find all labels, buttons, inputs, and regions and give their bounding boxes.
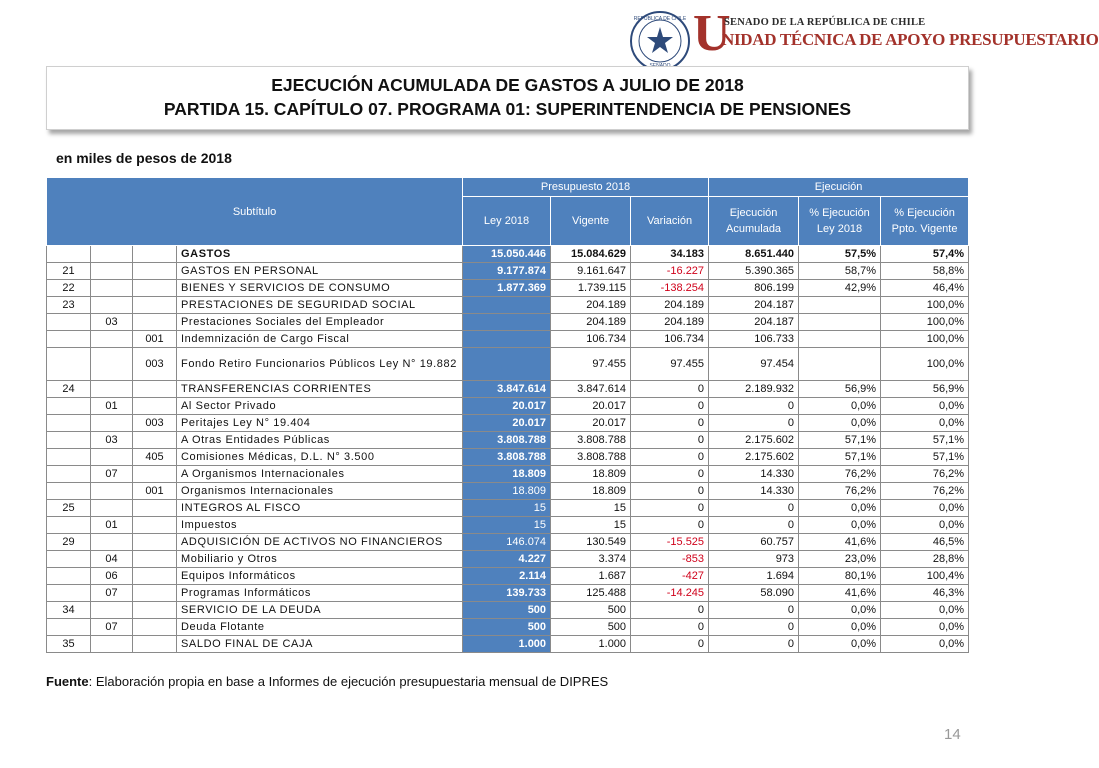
variacion-cell: 0	[631, 636, 709, 653]
pct-ley-cell: 76,2%	[799, 466, 881, 483]
pct-ley-cell	[799, 314, 881, 331]
vigente-cell: 18.809	[551, 483, 631, 500]
vigente-cell: 106.734	[551, 331, 631, 348]
pct-ley-cell: 0,0%	[799, 517, 881, 534]
pct-ley-cell: 0,0%	[799, 500, 881, 517]
table-row	[47, 585, 969, 602]
ley-2018-cell: 15.050.446	[463, 246, 551, 263]
item-cell	[91, 636, 133, 653]
subtitulo-cell	[47, 483, 91, 500]
variacion-cell: 0	[631, 449, 709, 466]
ley-2018-cell: 146.074	[463, 534, 551, 551]
vigente-cell: 1.000	[551, 636, 631, 653]
table-row	[47, 500, 969, 517]
pct-vigente-cell: 0,0%	[881, 500, 969, 517]
ley-2018-cell: 9.177.874	[463, 263, 551, 280]
ejecucion-acumulada-cell: 14.330	[709, 483, 799, 500]
variacion-cell: 0	[631, 483, 709, 500]
subtitulo-cell	[47, 331, 91, 348]
item-cell: 04	[91, 551, 133, 568]
pct-ley-cell: 80,1%	[799, 568, 881, 585]
vigente-cell: 15.084.629	[551, 246, 631, 263]
pct-vigente-cell: 58,8%	[881, 263, 969, 280]
pct-vigente-cell: 0,0%	[881, 398, 969, 415]
table-row	[47, 483, 969, 500]
table-row	[47, 348, 969, 381]
concept-cell: Deuda Flotante	[177, 619, 463, 636]
subtitulo-cell	[47, 517, 91, 534]
pct-ley-cell: 57,5%	[799, 246, 881, 263]
ejecucion-acumulada-cell: 0	[709, 636, 799, 653]
vigente-cell: 3.808.788	[551, 449, 631, 466]
ley-2018-cell: 20.017	[463, 398, 551, 415]
vigente-cell: 204.189	[551, 314, 631, 331]
concept-cell: Impuestos	[177, 517, 463, 534]
variacion-cell: 0	[631, 602, 709, 619]
concept-cell: Fondo Retiro Funcionarios Públicos Ley N° 19.882	[177, 348, 463, 381]
vigente-cell: 204.189	[551, 297, 631, 314]
asignacion-cell	[133, 636, 177, 653]
table-row	[47, 263, 969, 280]
ejecucion-acumulada-cell: 0	[709, 602, 799, 619]
pct-vigente-cell: 100,0%	[881, 348, 969, 381]
ley-2018-cell: 15	[463, 517, 551, 534]
vigente-cell: 3.808.788	[551, 432, 631, 449]
asignacion-cell: 003	[133, 348, 177, 381]
pct-ley-cell	[799, 297, 881, 314]
brand-initial: U	[693, 5, 731, 62]
ley-2018-cell: 2.114	[463, 568, 551, 585]
vigente-cell: 9.161.647	[551, 263, 631, 280]
vigente-cell: 3.374	[551, 551, 631, 568]
variacion-cell: 204.189	[631, 314, 709, 331]
ley-2018-cell	[463, 331, 551, 348]
pct-ley-cell: 23,0%	[799, 551, 881, 568]
ejecucion-acumulada-cell: 0	[709, 500, 799, 517]
asignacion-cell	[133, 517, 177, 534]
asignacion-cell	[133, 314, 177, 331]
item-cell	[91, 348, 133, 381]
pct-vigente-cell: 0,0%	[881, 517, 969, 534]
subtitulo-cell	[47, 568, 91, 585]
vigente-cell: 20.017	[551, 415, 631, 432]
concept-cell: Peritajes Ley N° 19.404	[177, 415, 463, 432]
ejecucion-acumulada-cell: 60.757	[709, 534, 799, 551]
asignacion-cell	[133, 398, 177, 415]
item-cell: 07	[91, 585, 133, 602]
asignacion-cell	[133, 466, 177, 483]
concept-cell: GASTOS	[177, 246, 463, 263]
item-cell: 07	[91, 619, 133, 636]
ejecucion-acumulada-cell: 58.090	[709, 585, 799, 602]
concept-cell: Programas Informáticos	[177, 585, 463, 602]
subtitulo-cell: 21	[47, 263, 91, 280]
asignacion-cell	[133, 534, 177, 551]
ejecucion-acumulada-cell: 14.330	[709, 466, 799, 483]
ley-2018-cell: 500	[463, 602, 551, 619]
units-note: en miles de pesos de 2018	[56, 150, 232, 166]
subtitulo-cell: 35	[47, 636, 91, 653]
pct-ley-cell: 0,0%	[799, 602, 881, 619]
table-row	[47, 297, 969, 314]
pct-ley-cell: 0,0%	[799, 636, 881, 653]
ejecucion-acumulada-cell: 1.694	[709, 568, 799, 585]
variacion-cell: 0	[631, 415, 709, 432]
variacion-cell: 0	[631, 619, 709, 636]
asignacion-cell	[133, 280, 177, 297]
pct-vigente-cell: 46,4%	[881, 280, 969, 297]
table-row	[47, 636, 969, 653]
table-row	[47, 449, 969, 466]
subtitulo-cell	[47, 415, 91, 432]
item-cell	[91, 534, 133, 551]
concept-cell: GASTOS EN PERSONAL	[177, 263, 463, 280]
page-title: EJECUCIÓN ACUMULADA DE GASTOS A JULIO DE 2018	[271, 75, 744, 95]
page-subtitle: PARTIDA 15. CAPÍTULO 07. PROGRAMA 01: SUPERINTENDENCIA DE PENSIONES	[163, 99, 852, 119]
pct-vigente-cell: 0,0%	[881, 602, 969, 619]
subtitulo-cell	[47, 585, 91, 602]
vigente-cell: 1.739.115	[551, 280, 631, 297]
vigente-cell: 125.488	[551, 585, 631, 602]
concept-cell: PRESTACIONES DE SEGURIDAD SOCIAL	[177, 297, 463, 314]
concept-cell: Mobiliario y Otros	[177, 551, 463, 568]
concept-cell: Al Sector Privado	[177, 398, 463, 415]
concept-cell: TRANSFERENCIAS CORRIENTES	[177, 381, 463, 398]
variacion-cell: 0	[631, 432, 709, 449]
concept-cell: SALDO FINAL DE CAJA	[177, 636, 463, 653]
subtitulo-cell: 23	[47, 297, 91, 314]
variacion-cell: 0	[631, 381, 709, 398]
vigente-cell: 18.809	[551, 466, 631, 483]
vigente-cell: 15	[551, 517, 631, 534]
item-cell	[91, 500, 133, 517]
asignacion-cell	[133, 602, 177, 619]
header-variacion: Variación	[631, 197, 709, 246]
concept-cell: Prestaciones Sociales del Empleador	[177, 314, 463, 331]
budget-execution-table	[46, 177, 969, 653]
pct-vigente-cell: 0,0%	[881, 636, 969, 653]
variacion-cell: 0	[631, 500, 709, 517]
concept-cell: Comisiones Médicas, D.L. N° 3.500	[177, 449, 463, 466]
ejecucion-acumulada-cell: 0	[709, 619, 799, 636]
header-ejecucion-acumulada: Ejecución Acumulada	[709, 197, 799, 246]
ley-2018-cell: 1.000	[463, 636, 551, 653]
asignacion-cell	[133, 297, 177, 314]
item-cell	[91, 263, 133, 280]
variacion-cell: 204.189	[631, 297, 709, 314]
senate-seal-logo	[629, 10, 691, 72]
item-cell: 01	[91, 517, 133, 534]
concept-cell: Organismos Internacionales	[177, 483, 463, 500]
asignacion-cell	[133, 619, 177, 636]
item-cell: 01	[91, 398, 133, 415]
header-vigente: Vigente	[551, 197, 631, 246]
table-row	[47, 415, 969, 432]
pct-ley-cell: 76,2%	[799, 483, 881, 500]
asignacion-cell	[133, 568, 177, 585]
subtitulo-cell	[47, 619, 91, 636]
variacion-cell: -427	[631, 568, 709, 585]
ejecucion-acumulada-cell: 0	[709, 415, 799, 432]
asignacion-cell: 405	[133, 449, 177, 466]
ejecucion-acumulada-cell: 0	[709, 398, 799, 415]
ejecucion-acumulada-cell: 2.175.602	[709, 432, 799, 449]
asignacion-cell	[133, 381, 177, 398]
pct-vigente-cell: 100,0%	[881, 314, 969, 331]
variacion-cell: -16.227	[631, 263, 709, 280]
variacion-cell: -853	[631, 551, 709, 568]
variacion-cell: -15.525	[631, 534, 709, 551]
pct-ley-cell: 58,7%	[799, 263, 881, 280]
vigente-cell: 3.847.614	[551, 381, 631, 398]
ley-2018-cell	[463, 297, 551, 314]
svg-text:REPÚBLICA DE CHILE: REPÚBLICA DE CHILE	[633, 16, 687, 22]
pct-vigente-cell: 100,0%	[881, 297, 969, 314]
subtitulo-cell	[47, 246, 91, 263]
table-row	[47, 246, 969, 263]
pct-ley-cell: 0,0%	[799, 619, 881, 636]
ley-2018-cell: 3.808.788	[463, 449, 551, 466]
pct-vigente-cell: 76,2%	[881, 483, 969, 500]
subtitulo-cell	[47, 449, 91, 466]
title-box	[46, 66, 969, 130]
ley-2018-cell: 139.733	[463, 585, 551, 602]
ley-2018-cell: 18.809	[463, 466, 551, 483]
concept-cell: INTEGROS AL FISCO	[177, 500, 463, 517]
item-cell: 03	[91, 314, 133, 331]
item-cell: 03	[91, 432, 133, 449]
variacion-cell: -138.254	[631, 280, 709, 297]
ley-2018-cell: 18.809	[463, 483, 551, 500]
subtitulo-cell	[47, 551, 91, 568]
ejecucion-acumulada-cell: 806.199	[709, 280, 799, 297]
ley-2018-cell	[463, 314, 551, 331]
pct-ley-cell: 57,1%	[799, 449, 881, 466]
concept-cell: Indemnización de Cargo Fiscal	[177, 331, 463, 348]
pct-vigente-cell: 100,4%	[881, 568, 969, 585]
ejecucion-acumulada-cell: 5.390.365	[709, 263, 799, 280]
brand-main-line: NIDAD TÉCNICA DE APOYO PRESUPUESTARIO	[722, 30, 1099, 49]
pct-vigente-cell: 56,9%	[881, 381, 969, 398]
pct-ley-cell: 42,9%	[799, 280, 881, 297]
vigente-cell: 20.017	[551, 398, 631, 415]
item-cell	[91, 602, 133, 619]
variacion-cell: -14.245	[631, 585, 709, 602]
ejecucion-acumulada-cell: 2.175.602	[709, 449, 799, 466]
table-row	[47, 314, 969, 331]
ejecucion-acumulada-cell: 204.187	[709, 314, 799, 331]
concept-cell: A Otras Entidades Públicas	[177, 432, 463, 449]
table-row	[47, 280, 969, 297]
subtitulo-cell: 22	[47, 280, 91, 297]
pct-ley-cell: 56,9%	[799, 381, 881, 398]
table-row	[47, 381, 969, 398]
concept-cell: BIENES Y SERVICIOS DE CONSUMO	[177, 280, 463, 297]
pct-vigente-cell: 57,1%	[881, 432, 969, 449]
ley-2018-cell: 1.877.369	[463, 280, 551, 297]
pct-vigente-cell: 0,0%	[881, 619, 969, 636]
pct-vigente-cell: 0,0%	[881, 415, 969, 432]
subtitulo-cell: 24	[47, 381, 91, 398]
ley-2018-cell: 20.017	[463, 415, 551, 432]
pct-vigente-cell: 46,5%	[881, 534, 969, 551]
concept-cell: ADQUISICIÓN DE ACTIVOS NO FINANCIEROS	[177, 534, 463, 551]
ley-2018-cell: 500	[463, 619, 551, 636]
asignacion-cell: 001	[133, 331, 177, 348]
table-row	[47, 619, 969, 636]
item-cell	[91, 449, 133, 466]
vigente-cell: 130.549	[551, 534, 631, 551]
concept-cell: A Organismos Internacionales	[177, 466, 463, 483]
concept-cell: SERVICIO DE LA DEUDA	[177, 602, 463, 619]
header-pct-vigente: % Ejecución Ppto. Vigente	[881, 197, 969, 246]
header-subtitulo: Subtítulo	[47, 178, 463, 246]
pct-ley-cell	[799, 331, 881, 348]
subtitulo-cell	[47, 348, 91, 381]
table-row	[47, 432, 969, 449]
asignacion-cell: 003	[133, 415, 177, 432]
ley-2018-cell: 4.227	[463, 551, 551, 568]
asignacion-cell	[133, 551, 177, 568]
item-cell	[91, 381, 133, 398]
asignacion-cell	[133, 432, 177, 449]
table-row	[47, 517, 969, 534]
table-row	[47, 331, 969, 348]
vigente-cell: 500	[551, 602, 631, 619]
asignacion-cell	[133, 500, 177, 517]
asignacion-cell: 001	[133, 483, 177, 500]
header-ejecucion: Ejecución	[709, 178, 969, 197]
variacion-cell: 97.455	[631, 348, 709, 381]
item-cell	[91, 246, 133, 263]
asignacion-cell	[133, 585, 177, 602]
pct-vigente-cell: 28,8%	[881, 551, 969, 568]
subtitulo-cell	[47, 432, 91, 449]
ley-2018-cell: 3.847.614	[463, 381, 551, 398]
asignacion-cell	[133, 246, 177, 263]
item-cell	[91, 297, 133, 314]
source-note: Fuente: Elaboración propia en base a Informes de ejecución presupuestaria mensual de DIPRES	[46, 674, 609, 689]
pct-ley-cell: 41,6%	[799, 585, 881, 602]
ejecucion-acumulada-cell: 0	[709, 517, 799, 534]
item-cell: 06	[91, 568, 133, 585]
ley-2018-cell: 3.808.788	[463, 432, 551, 449]
concept-cell: Equipos Informáticos	[177, 568, 463, 585]
ejecucion-acumulada-cell: 204.187	[709, 297, 799, 314]
item-cell	[91, 331, 133, 348]
table-row	[47, 551, 969, 568]
pct-vigente-cell: 76,2%	[881, 466, 969, 483]
pct-ley-cell: 0,0%	[799, 398, 881, 415]
page-number: 14	[944, 726, 961, 743]
ejecucion-acumulada-cell: 106.733	[709, 331, 799, 348]
table-row	[47, 602, 969, 619]
pct-vigente-cell: 57,1%	[881, 449, 969, 466]
item-cell	[91, 280, 133, 297]
table-row	[47, 534, 969, 551]
subtitulo-cell	[47, 398, 91, 415]
subtitulo-cell	[47, 314, 91, 331]
asignacion-cell	[133, 263, 177, 280]
variacion-cell: 0	[631, 398, 709, 415]
subtitulo-cell: 25	[47, 500, 91, 517]
pct-vigente-cell: 57,4%	[881, 246, 969, 263]
subtitulo-cell	[47, 466, 91, 483]
item-cell: 07	[91, 466, 133, 483]
pct-ley-cell: 0,0%	[799, 415, 881, 432]
ley-2018-cell: 15	[463, 500, 551, 517]
pct-ley-cell: 41,6%	[799, 534, 881, 551]
subtitulo-cell: 34	[47, 602, 91, 619]
pct-ley-cell	[799, 348, 881, 381]
subtitulo-cell: 29	[47, 534, 91, 551]
ley-2018-cell	[463, 348, 551, 381]
vigente-cell: 1.687	[551, 568, 631, 585]
ejecucion-acumulada-cell: 97.454	[709, 348, 799, 381]
variacion-cell: 106.734	[631, 331, 709, 348]
variacion-cell: 34.183	[631, 246, 709, 263]
ejecucion-acumulada-cell: 2.189.932	[709, 381, 799, 398]
vigente-cell: 15	[551, 500, 631, 517]
pct-vigente-cell: 46,3%	[881, 585, 969, 602]
pct-vigente-cell: 100,0%	[881, 331, 969, 348]
item-cell	[91, 483, 133, 500]
table-row	[47, 568, 969, 585]
vigente-cell: 97.455	[551, 348, 631, 381]
variacion-cell: 0	[631, 466, 709, 483]
item-cell	[91, 415, 133, 432]
ejecucion-acumulada-cell: 973	[709, 551, 799, 568]
pct-ley-cell: 57,1%	[799, 432, 881, 449]
header-pct-ley: % Ejecución Ley 2018	[799, 197, 881, 246]
header-presupuesto: Presupuesto 2018	[463, 178, 709, 197]
brand-top-line: SENADO DE LA REPÚBLICA DE CHILE	[724, 17, 926, 28]
table-row	[47, 466, 969, 483]
table-row	[47, 398, 969, 415]
vigente-cell: 500	[551, 619, 631, 636]
header-ley: Ley 2018	[463, 197, 551, 246]
variacion-cell: 0	[631, 517, 709, 534]
ejecucion-acumulada-cell: 8.651.440	[709, 246, 799, 263]
